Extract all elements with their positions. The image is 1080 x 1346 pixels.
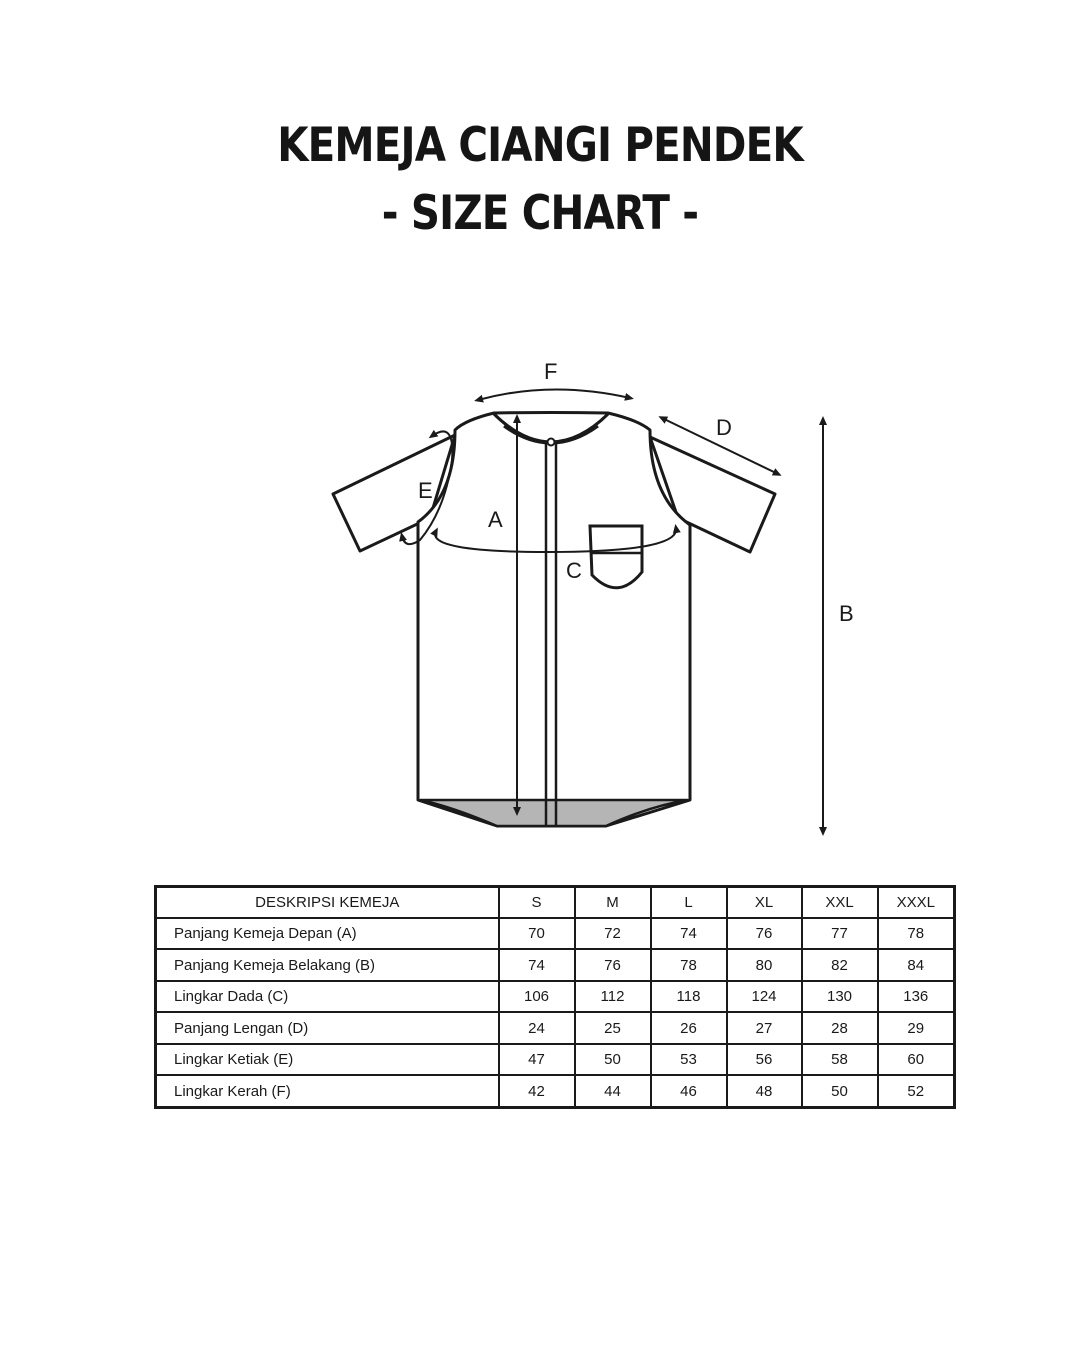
row-label: Lingkar Kerah (F) [156,1075,499,1107]
header-size-xl: XL [727,887,802,919]
table-cell: 53 [651,1044,727,1075]
header-size-xxxl: XXXL [878,887,955,919]
chest-pocket [590,526,642,588]
table-cell: 74 [499,949,575,980]
row-label: Lingkar Ketiak (E) [156,1044,499,1075]
table-cell: 136 [878,981,955,1012]
table-cell: 76 [575,949,651,980]
table-cell: 106 [499,981,575,1012]
table-cell: 74 [651,918,727,949]
label-f: F [544,359,558,384]
table-row [156,981,955,1012]
table-cell: 112 [575,981,651,1012]
page-subtitle: - SIZE CHART - [381,186,699,241]
header-size-xxl: XXL [802,887,878,919]
table-cell: 46 [651,1075,727,1107]
table-cell: 118 [651,981,727,1012]
row-label: Panjang Kemeja Belakang (B) [156,949,499,980]
table-cell: 48 [727,1075,802,1107]
table-cell: 26 [651,1012,727,1043]
table-cell: 29 [878,1012,955,1043]
table-cell: 82 [802,949,878,980]
table-row [156,949,955,980]
page-title: KEMEJA CIANGI PENDEK [277,118,803,173]
table-cell: 76 [727,918,802,949]
table-cell: 72 [575,918,651,949]
row-label: Panjang Kemeja Depan (A) [156,918,499,949]
table-row [156,1075,955,1107]
collar-button [548,439,555,446]
table-cell: 52 [878,1075,955,1107]
shirt-body [418,413,690,827]
table-cell: 27 [727,1012,802,1043]
row-label: Panjang Lengan (D) [156,1012,499,1043]
table-cell: 78 [651,949,727,980]
table-cell: 47 [499,1044,575,1075]
label-c: C [566,558,582,583]
table-header-row [156,887,955,919]
table-cell: 130 [802,981,878,1012]
label-e: E [418,478,433,503]
table-cell: 42 [499,1075,575,1107]
table-cell: 44 [575,1075,651,1107]
table-cell: 70 [499,918,575,949]
collar-arrow-f [478,389,630,400]
header-size-l: L [651,887,727,919]
table-cell: 77 [802,918,878,949]
table-cell: 25 [575,1012,651,1043]
table-row [156,918,955,949]
table-cell: 50 [575,1044,651,1075]
shirt-outline [333,413,775,827]
table-cell: 56 [727,1044,802,1075]
label-d: D [716,415,732,440]
table-row [156,1044,955,1075]
table-cell: 58 [802,1044,878,1075]
label-b: B [839,601,854,626]
table-cell: 60 [878,1044,955,1075]
table-cell: 80 [727,949,802,980]
header-size-m: M [575,887,651,919]
label-a: A [488,507,503,532]
table-cell: 24 [499,1012,575,1043]
table-row [156,1012,955,1043]
table-cell: 84 [878,949,955,980]
table-cell: 50 [802,1075,878,1107]
size-chart-table [154,885,956,1109]
table-cell: 78 [878,918,955,949]
header-description: DESKRIPSI KEMEJA [156,887,499,919]
table-cell: 124 [727,981,802,1012]
row-label: Lingkar Dada (C) [156,981,499,1012]
table-cell: 28 [802,1012,878,1043]
header-size-s: S [499,887,575,919]
